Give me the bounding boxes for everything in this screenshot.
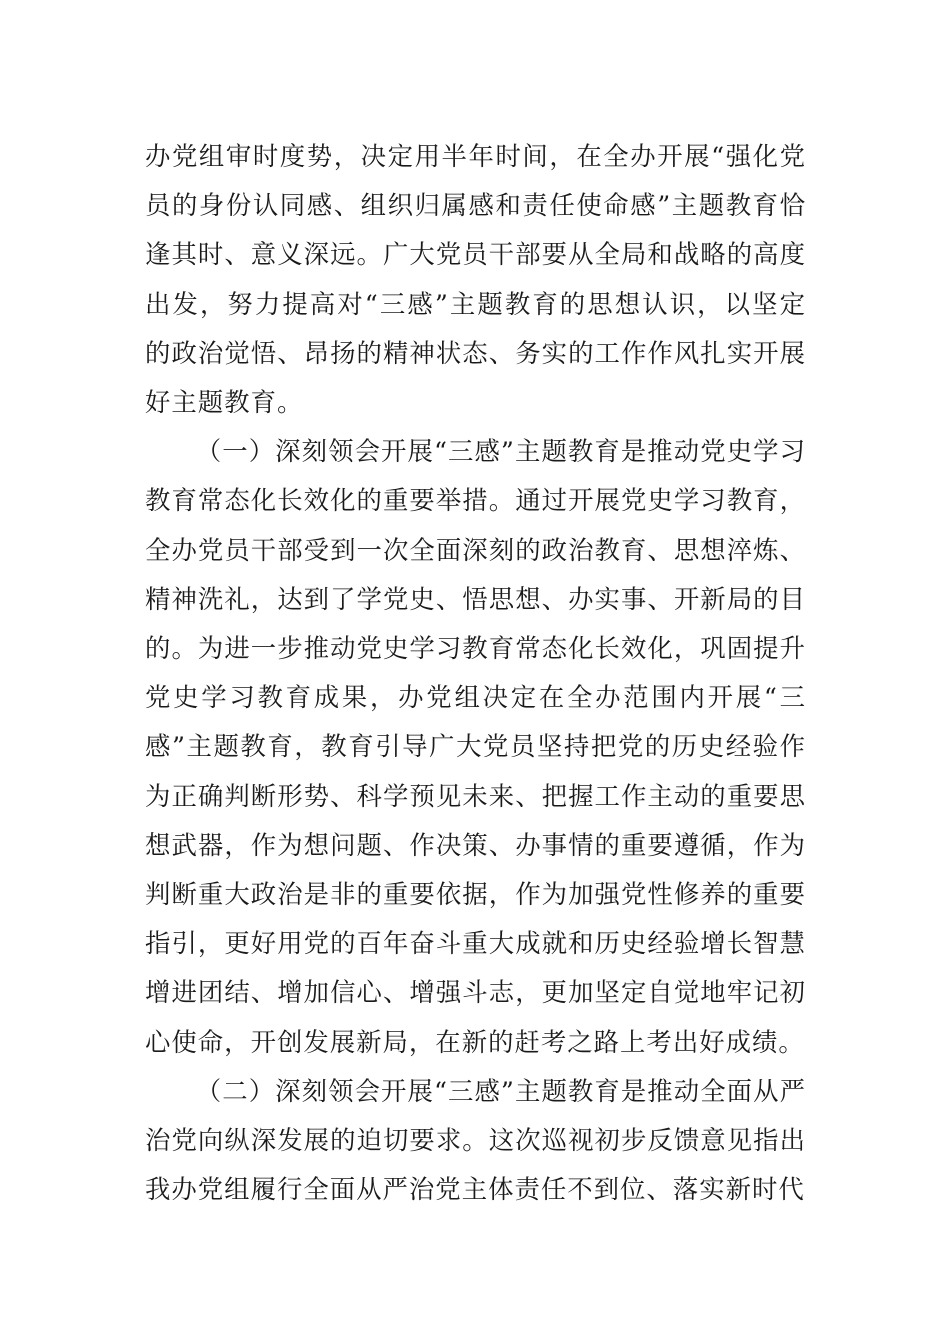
paragraph-intro-continuation: 办党组审时度势，决定用半年时间，在全办开展“强化党员的身份认同感、组织归属感和责任使命感”主题教育恰逢其时、意义深远。广大党员干部要从全局和战略的高度出发，努力提高对“三感”主题教育的思想认识，以坚定的政治觉悟、昂扬的精神状态、务实的工作作风扎实开展好主题教育。 <box>145 141 806 418</box>
document-body <box>145 132 806 1214</box>
paragraph-section-two: （二）深刻领会开展“三感”主题教育是推动全面从严治党向纵深发展的迫切要求。这次巡视初步反馈意见指出我办党组履行全面从严治党主体责任不到位、落实新时代 <box>145 1075 806 1205</box>
paragraph-section-one: （一）深刻领会开展“三感”主题教育是推动党史学习教育常态化长效化的重要举措。通过开展党史学习教育，全办党员干部受到一次全面深刻的政治教育、思想淬炼、精神洗礼，达到了学党史、悟思想、办实事、开新局的目的。为进一步推动党史学习教育常态化长效化，巩固提升党史学习教育成果，办党组决定在全办范围内开展“三感”主题教育，教育引导广大党员坚持把党的历史经验作为正确判断形势、科学预见未来、把握工作主动的重要思想武器，作为想问题、作决策、办事情的重要遵循，作为判断重大政治是非的重要依据，作为加强党性修养的重要指引，更好用党的百年奋斗重大成就和历史经验增长智慧增进团结、增加信心、增强斗志，更加坚定自觉地牢记初心使命，开创发展新局，在新的赶考之路上考出好成绩。 <box>145 436 806 1057</box>
